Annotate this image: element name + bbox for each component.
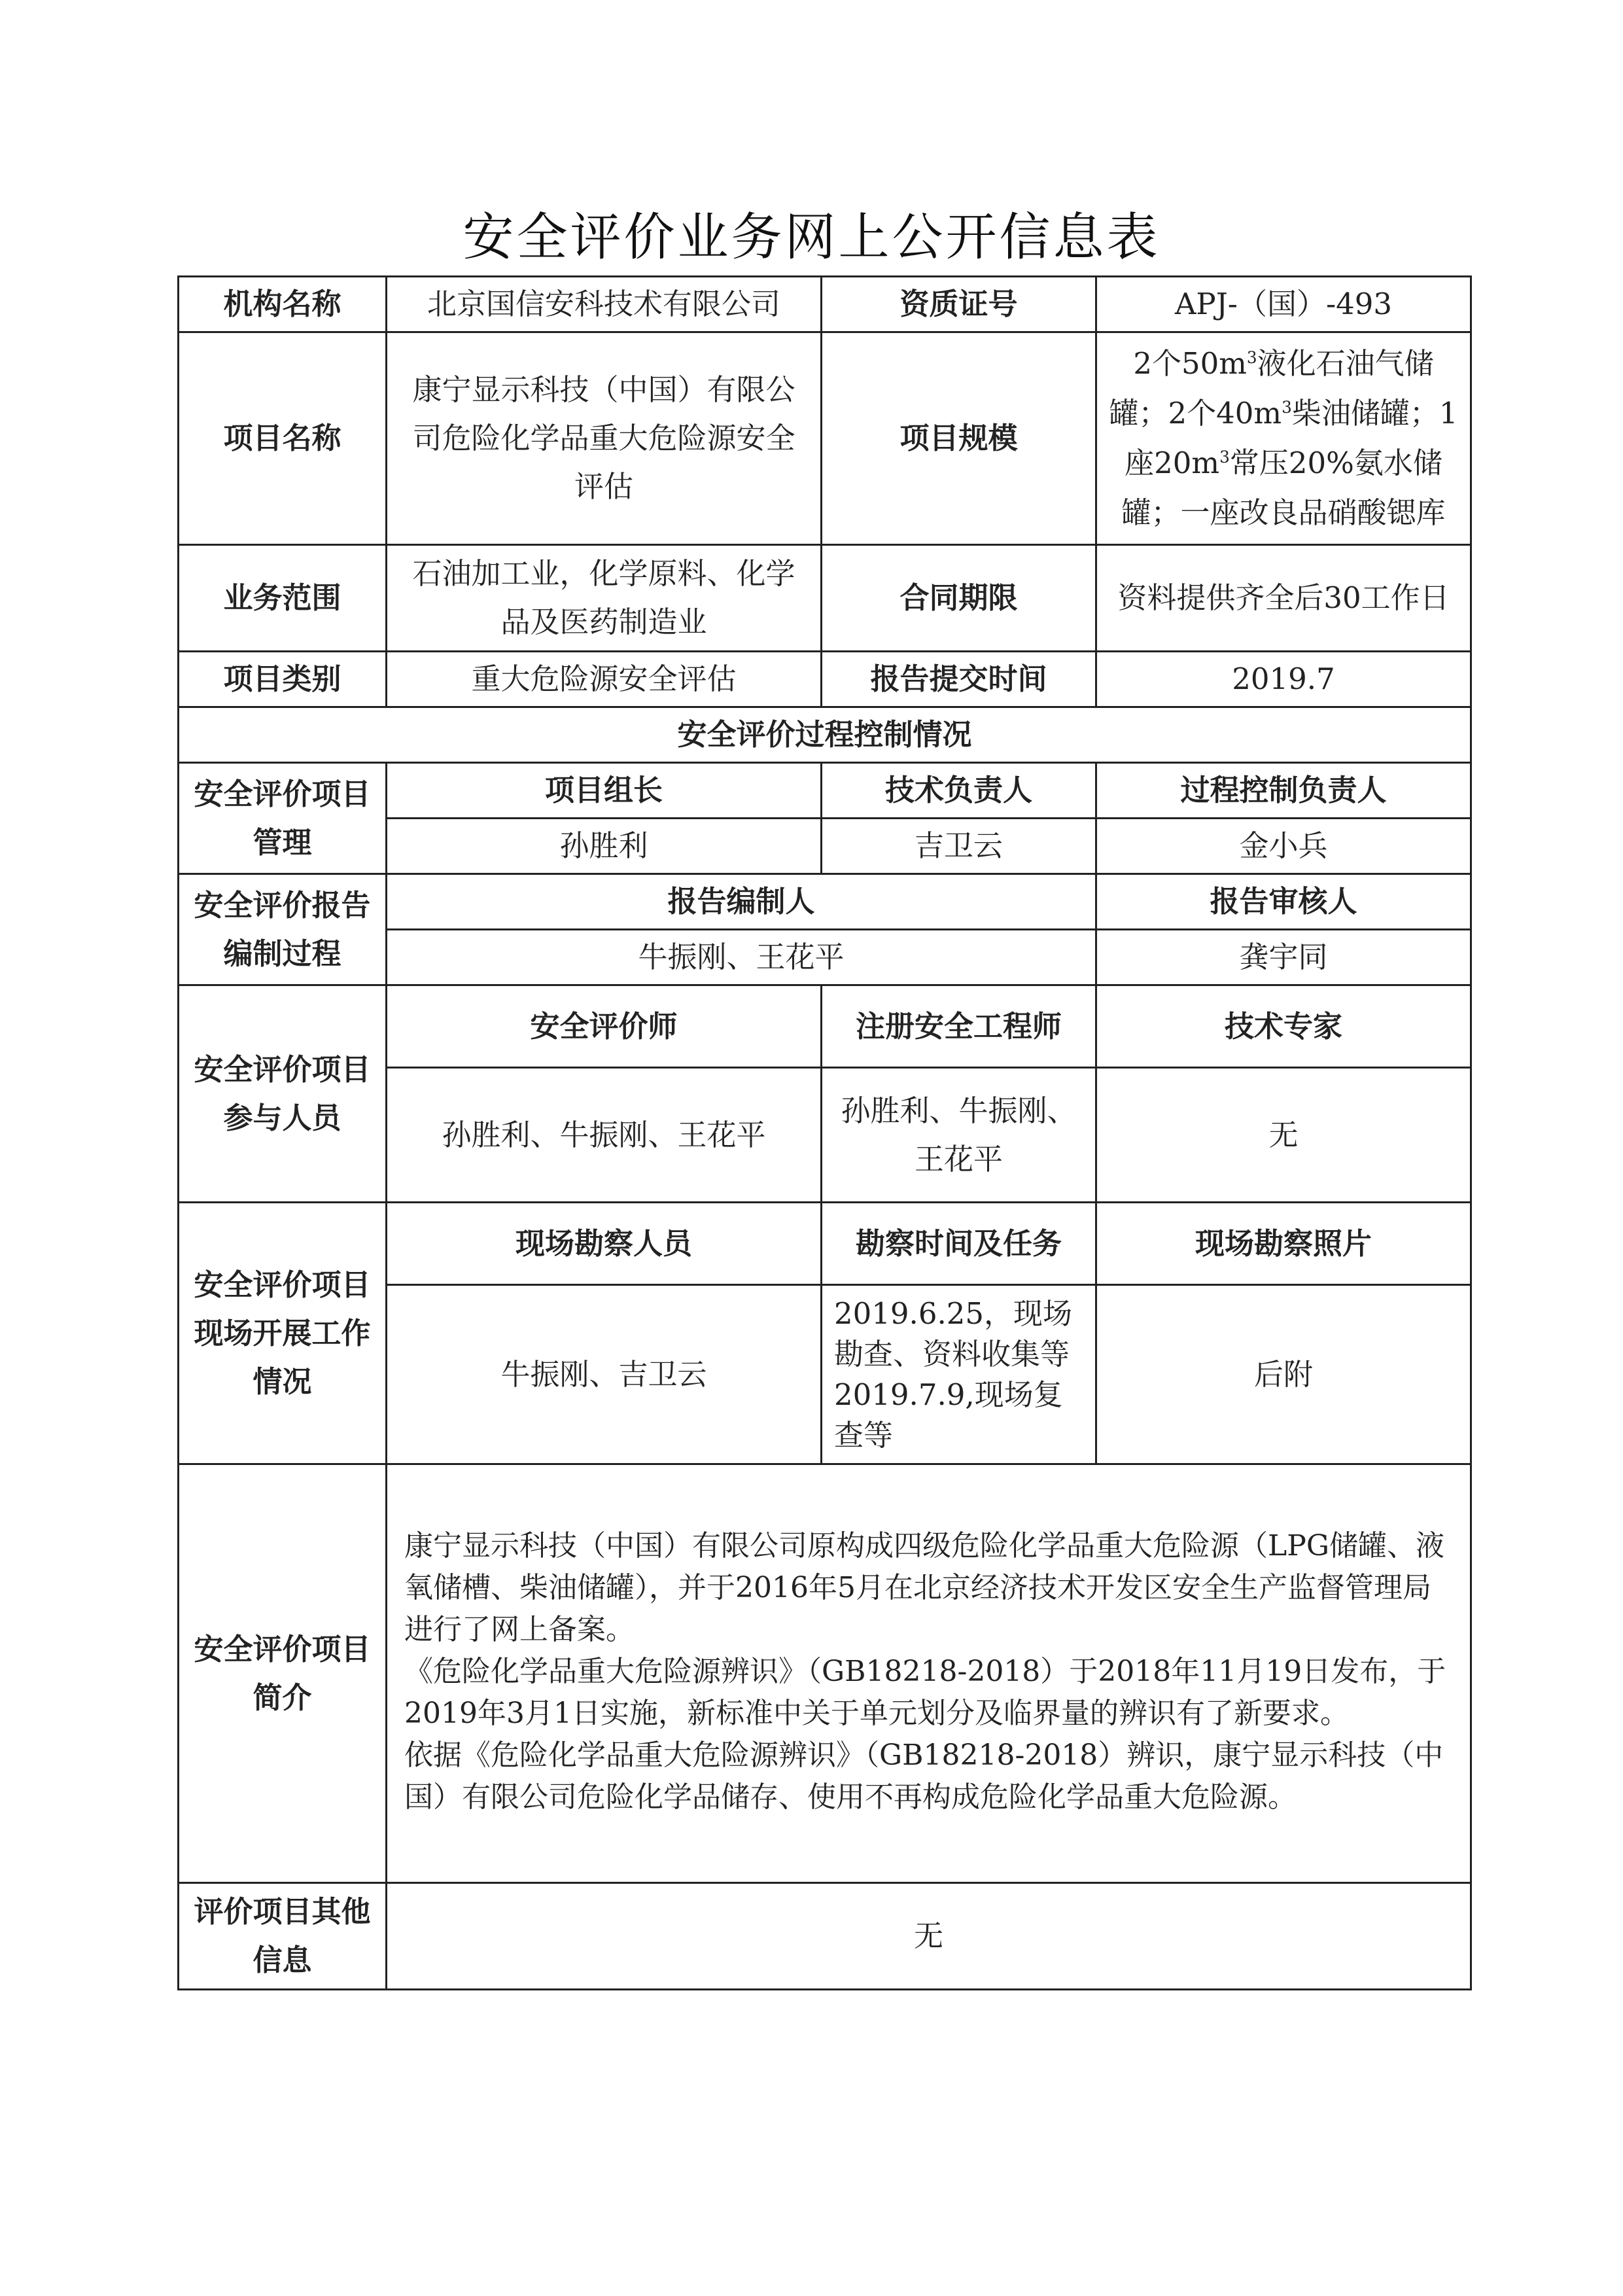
intro-content (387, 1464, 1471, 1883)
project-type-value: 重大危险源安全评估 (387, 652, 822, 707)
site-time-task: 2019.6.25，现场勘查、资料收集等2019.7.9,现场复查等 (822, 1285, 1096, 1464)
report-reviewer: 龚宇同 (1096, 930, 1471, 985)
intro-paragraph: 依据《危险化学品重大危险源辨识》（GB18218-2018）辨识，康宁显示科技（中国）有限公司危险化学品储存、使用不再构成危险化学品重大危险源。 (404, 1738, 1444, 1814)
org-label: 机构名称 (179, 277, 387, 332)
management-header-leader: 项目组长 (387, 763, 822, 819)
report-header-reviewer: 报告审核人 (1096, 874, 1471, 930)
intro-label: 安全评价项目简介 (179, 1464, 387, 1883)
management-label: 安全评价项目管理 (179, 763, 387, 874)
management-header-process: 过程控制负责人 (1096, 763, 1471, 819)
participants-header-evaluator: 安全评价师 (387, 985, 822, 1068)
report-author: 牛振刚、王花平 (387, 930, 1096, 985)
site-photo: 后附 (1096, 1285, 1471, 1464)
contract-term-label: 合同期限 (822, 545, 1096, 652)
business-scope-value: 石油加工业，化学原料、化学品及医药制造业 (387, 545, 822, 652)
management-process: 金小兵 (1096, 819, 1471, 874)
other-value: 无 (387, 1883, 1471, 1990)
site-header-time: 勘察时间及任务 (822, 1203, 1096, 1285)
participants-label: 安全评价项目参与人员 (179, 985, 387, 1203)
cert-label: 资质证号 (822, 277, 1096, 332)
intro-paragraph: 康宁显示科技（中国）有限公司原构成四级危险化学品重大危险源（LPG储罐、液氧储槽、柴油储罐），并于2016年5月在北京经济技术开发区安全生产监督管理局进行了网上备案。 (404, 1528, 1444, 1646)
report-process-label: 安全评价报告编制过程 (179, 874, 387, 985)
project-type-label: 项目类别 (179, 652, 387, 707)
other-label: 评价项目其他信息 (179, 1883, 387, 1990)
report-header-author: 报告编制人 (387, 874, 1096, 930)
cert-value: APJ-（国）-493 (1096, 277, 1471, 332)
project-scale-value: 2个$50m^3$液化石油气储罐；2个$40m^3$柴油储罐；1座$20m^3$常压20%氨水储罐；一座改良品硝酸锶库 (1096, 332, 1471, 545)
info-table (177, 275, 1472, 1990)
process-section-title: 安全评价过程控制情况 (179, 707, 1471, 763)
site-work-label: 安全评价项目现场开展工作情况 (179, 1203, 387, 1464)
business-scope-label: 业务范围 (179, 545, 387, 652)
site-header-photo: 现场勘察照片 (1096, 1203, 1471, 1285)
management-tech: 吉卫云 (822, 819, 1096, 874)
participants-expert: 无 (1096, 1068, 1471, 1203)
intro-paragraph: 《危险化学品重大危险源辨识》（GB18218-2018）于2018年11月19日发布，于2019年3月1日实施，新标准中关于单元划分及临界量的辨识有了新要求。 (404, 1654, 1446, 1730)
report-time-value: 2019.7 (1096, 652, 1471, 707)
management-leader: 孙胜利 (387, 819, 822, 874)
project-name-label: 项目名称 (179, 332, 387, 545)
contract-term-value: 资料提供齐全后30工作日 (1096, 545, 1471, 652)
page-title: 安全评价业务网上公开信息表 (462, 208, 1161, 267)
participants-header-expert: 技术专家 (1096, 985, 1471, 1068)
participants-evaluator: 孙胜利、牛振刚、王花平 (387, 1068, 822, 1203)
project-name-value: 康宁显示科技（中国）有限公司危险化学品重大危险源安全评估 (387, 332, 822, 545)
site-header-staff: 现场勘察人员 (387, 1203, 822, 1285)
org-value: 北京国信安科技术有限公司 (387, 277, 822, 332)
project-scale-label: 项目规模 (822, 332, 1096, 545)
participants-header-engineer: 注册安全工程师 (822, 985, 1096, 1068)
report-time-label: 报告提交时间 (822, 652, 1096, 707)
management-header-tech: 技术负责人 (822, 763, 1096, 819)
site-staff: 牛振刚、吉卫云 (387, 1285, 822, 1464)
participants-engineer: 孙胜利、牛振刚、王花平 (822, 1068, 1096, 1203)
